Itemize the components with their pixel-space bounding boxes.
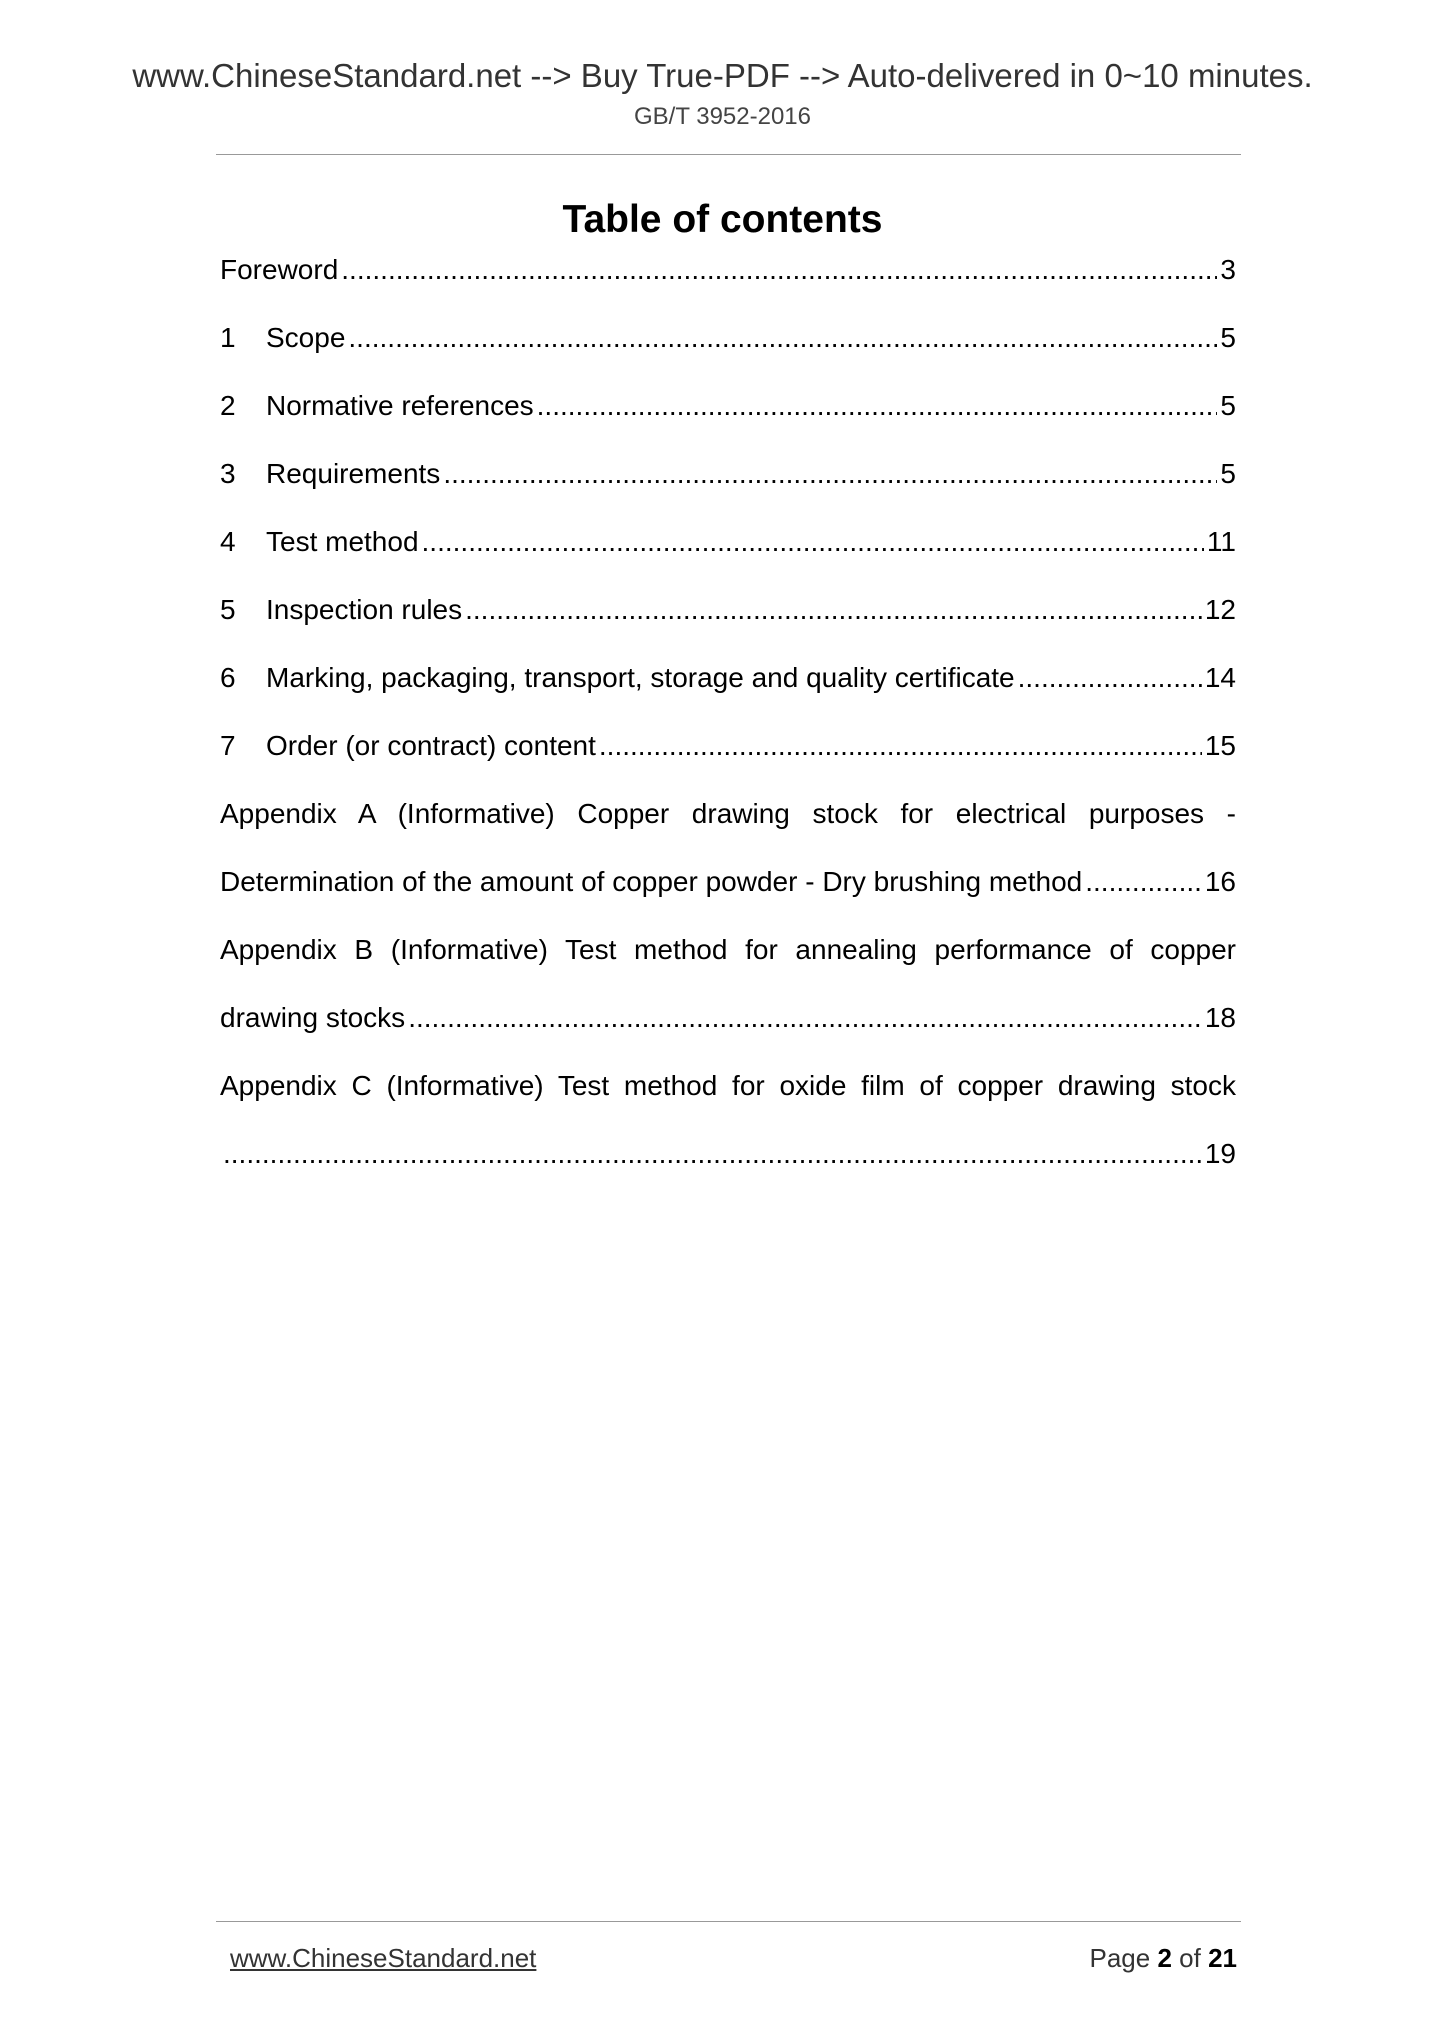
- toc-entry-page: 14: [1204, 662, 1236, 693]
- toc-entry-number: 1: [220, 322, 236, 353]
- toc-entry-label: Appendix B (Informative) Test method for annealing performance of copper: [220, 934, 1236, 965]
- toc-entry-requirements[interactable]: [220, 440, 1236, 508]
- dot-leader: [223, 1120, 1202, 1188]
- dot-leader: [408, 984, 1202, 1052]
- dot-leader: [341, 236, 1217, 304]
- toc-entry-label-continued: drawing stocks: [220, 1002, 406, 1033]
- dot-leader: [465, 576, 1202, 644]
- dot-leader: [443, 440, 1217, 508]
- table-of-contents: [220, 236, 1236, 1188]
- toc-entry-scope[interactable]: [220, 304, 1236, 372]
- toc-entry-label: Appendix C (Informative) Test method for oxide film of copper drawing stock: [220, 1070, 1236, 1101]
- dot-leader: [422, 508, 1204, 576]
- toc-entry-order-content[interactable]: [220, 712, 1236, 780]
- toc-entry-page: 16: [1204, 866, 1236, 897]
- toc-entry-number: 6: [220, 662, 236, 693]
- toc-entry-number: 3: [220, 458, 236, 489]
- toc-entry-page: 15: [1204, 730, 1236, 761]
- toc-entry-page: 5: [1220, 458, 1236, 489]
- page-label: Page: [1089, 1943, 1151, 1973]
- toc-entry-normative-references[interactable]: [220, 372, 1236, 440]
- toc-entry-foreword[interactable]: [220, 236, 1236, 304]
- toc-entry-label: Normative references: [266, 390, 534, 421]
- footer-website-link[interactable]: www.ChineseStandard.net: [230, 1943, 537, 1973]
- toc-entry-number: 7: [220, 730, 236, 761]
- toc-entry-number: 5: [220, 594, 236, 625]
- dot-leader: [537, 372, 1218, 440]
- toc-entry-label: Order (or contract) content: [266, 730, 596, 761]
- toc-entry-page: 3: [1220, 254, 1236, 285]
- toc-entry-label-continued: Determination of the amount of copper powder - Dry brushing method: [220, 866, 1083, 897]
- page-number: [1089, 1942, 1237, 1974]
- toc-entry-number: 2: [220, 390, 236, 421]
- toc-entry-label: Inspection rules: [266, 594, 463, 625]
- header-divider: [216, 154, 1241, 155]
- toc-entry-test-method[interactable]: [220, 508, 1236, 576]
- dot-leader: [1018, 644, 1202, 712]
- toc-entry-page: 19: [1204, 1138, 1236, 1169]
- toc-entry-appendix-a[interactable]: [220, 780, 1236, 916]
- toc-entry-label: Requirements: [266, 458, 441, 489]
- toc-entry-page: 5: [1220, 390, 1236, 421]
- footer-divider: [216, 1921, 1241, 1922]
- page-of-label: of: [1179, 1943, 1201, 1973]
- dot-leader: [1085, 848, 1202, 916]
- toc-entry-label: Test method: [266, 526, 419, 557]
- toc-entry-page: 12: [1204, 594, 1236, 625]
- dot-leader: [599, 712, 1202, 780]
- toc-entry-appendix-b[interactable]: [220, 916, 1236, 1052]
- toc-entry-label: Scope: [266, 322, 346, 353]
- toc-entry-label: Appendix A (Informative) Copper drawing stock for electrical purposes -: [220, 798, 1236, 829]
- header-banner: www.ChineseStandard.net --> Buy True-PDF --> Auto-delivered in 0~10 minutes.: [132, 57, 1313, 94]
- toc-entry-label: Foreword: [220, 254, 339, 285]
- toc-entry-page: 5: [1220, 322, 1236, 353]
- page-title: Table of contents: [562, 198, 883, 241]
- toc-entry-label: Marking, packaging, transport, storage and quality certificate: [266, 662, 1015, 693]
- toc-entry-number: 4: [220, 526, 236, 557]
- dot-leader: [348, 304, 1217, 372]
- total-pages: 21: [1208, 1943, 1237, 1973]
- toc-entry-marking-packaging[interactable]: [220, 644, 1236, 712]
- toc-entry-appendix-c[interactable]: [220, 1052, 1236, 1188]
- toc-entry-inspection-rules[interactable]: [220, 576, 1236, 644]
- toc-entry-page: 18: [1204, 1002, 1236, 1033]
- current-page: 2: [1157, 1943, 1172, 1973]
- toc-entry-page: 11: [1206, 526, 1236, 557]
- document-code: GB/T 3952-2016: [633, 103, 811, 130]
